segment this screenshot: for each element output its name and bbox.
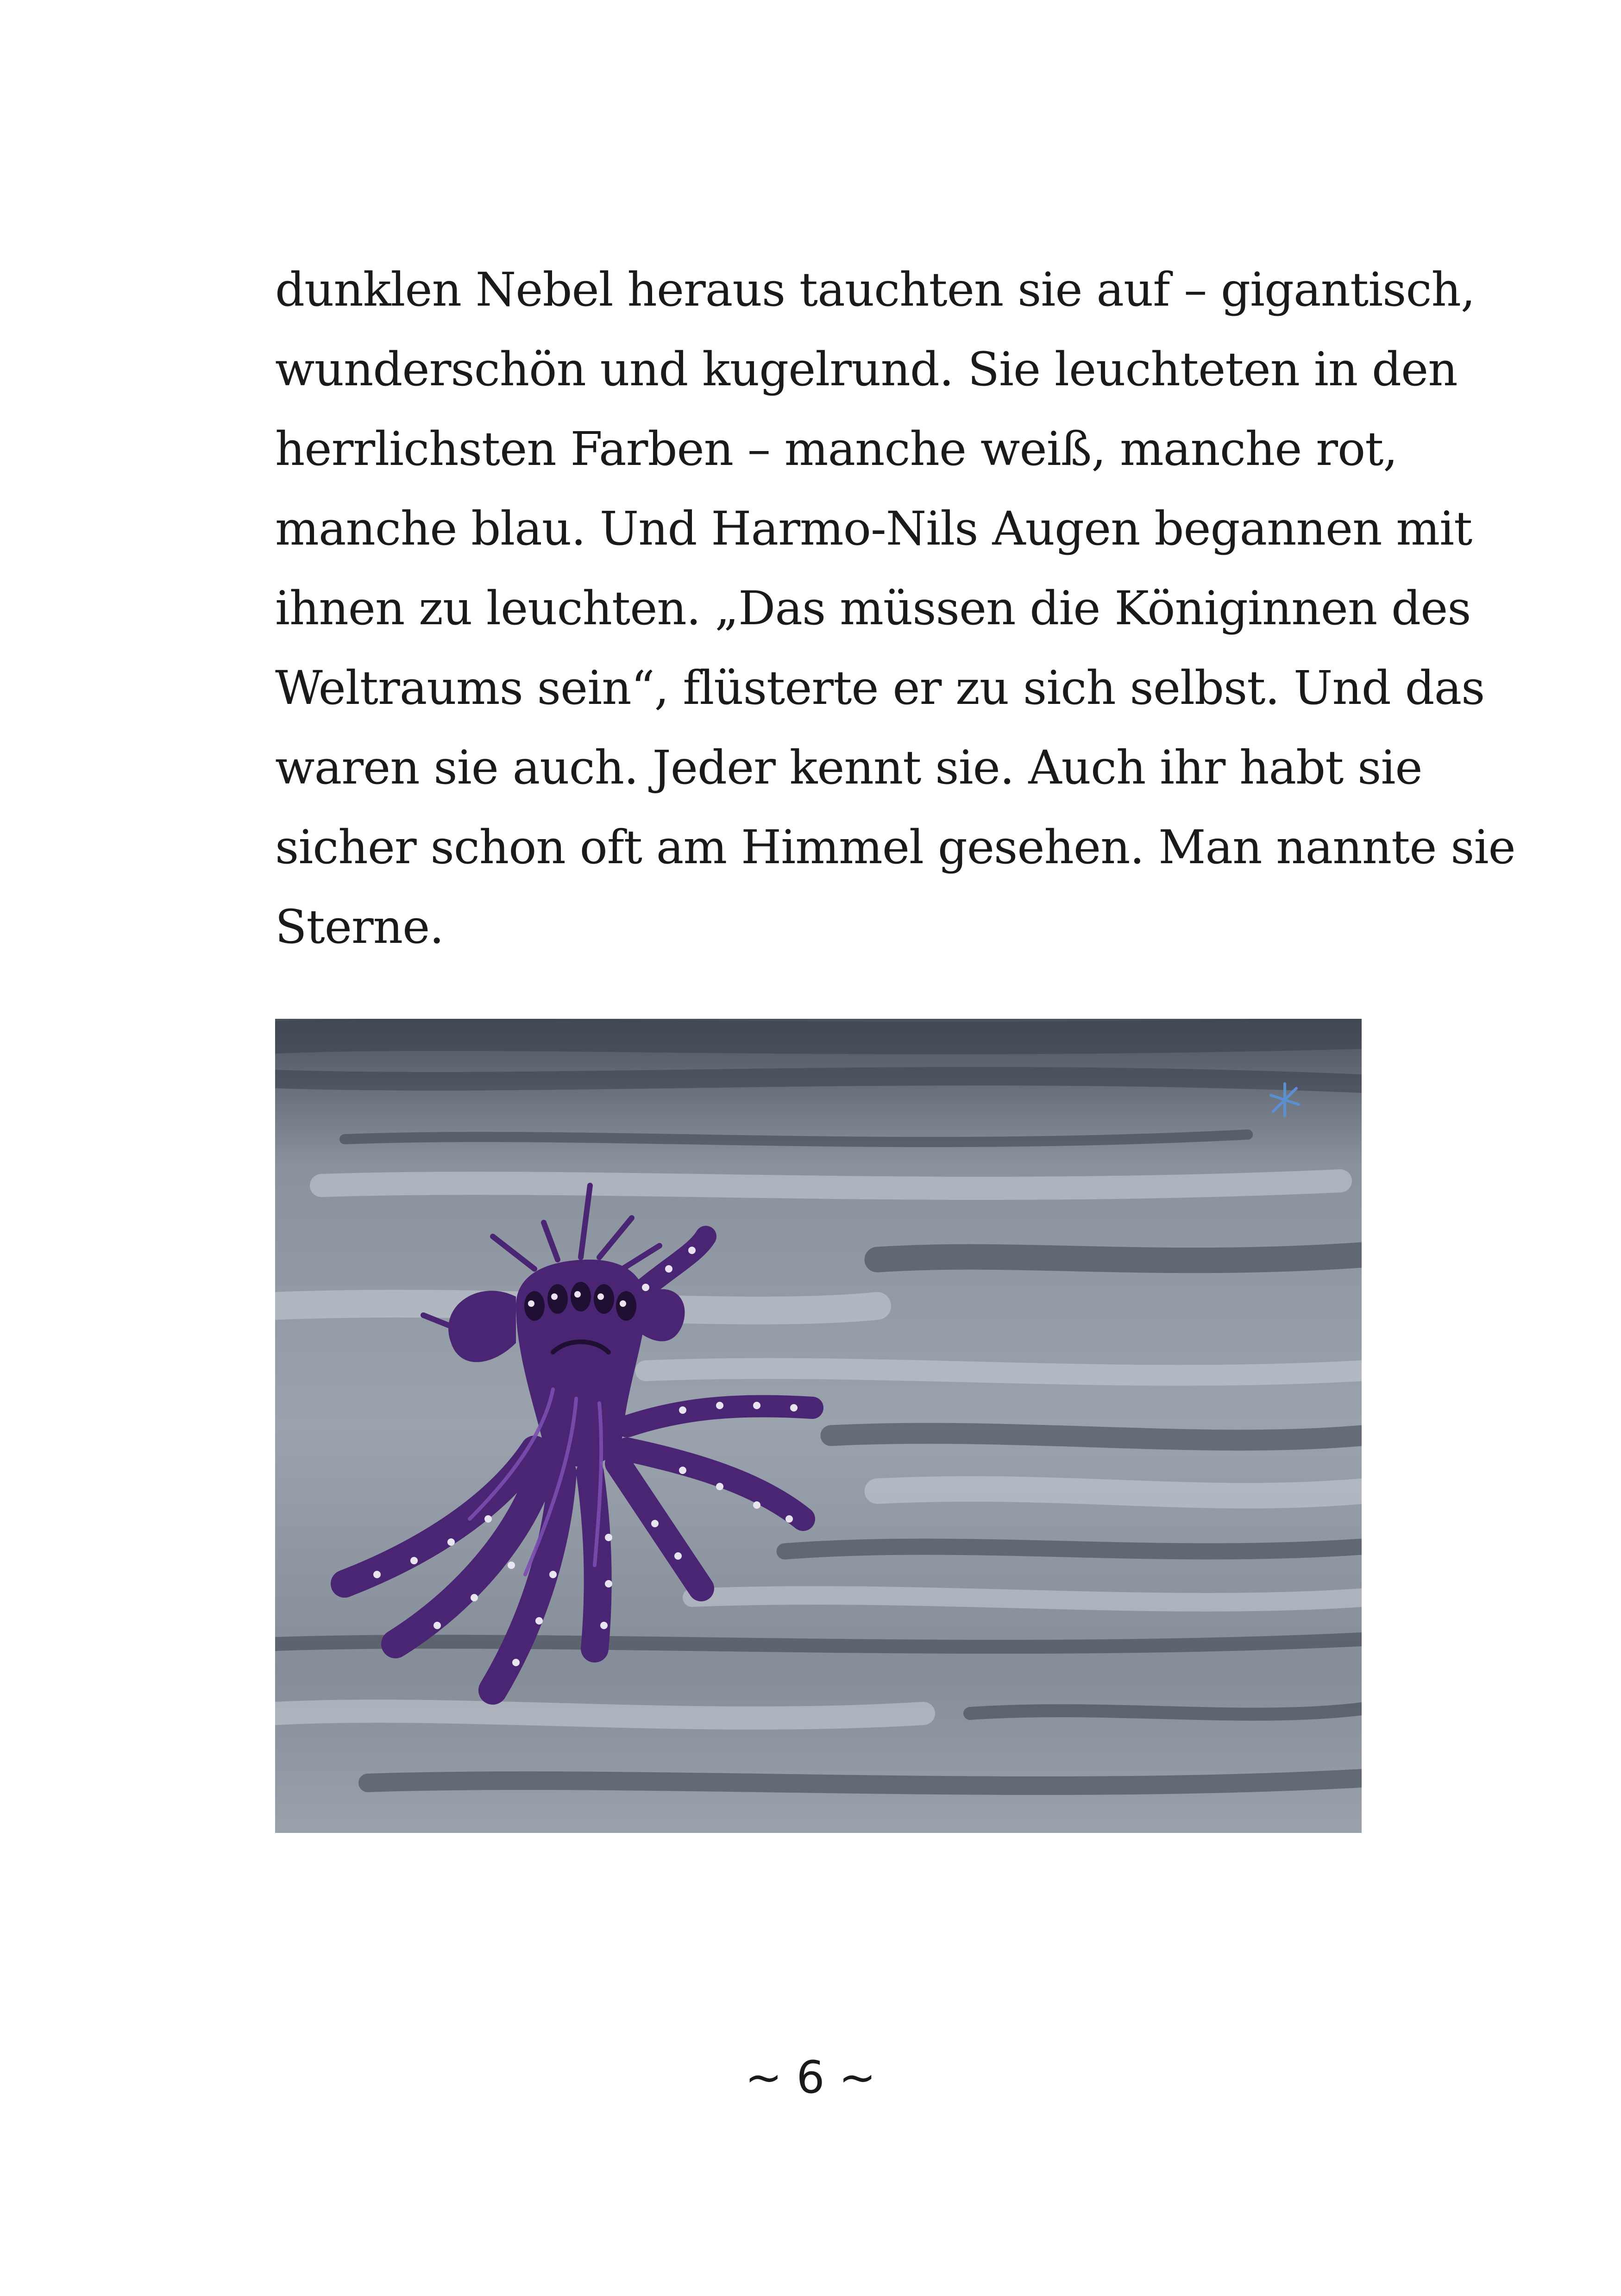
text-line: Weltraums sein“, flüsterte er zu sich selbst. Und das — [275, 661, 1485, 715]
text-line: dunklen Nebel heraus tauchten sie auf – gigantisch, — [275, 263, 1475, 317]
octopus-alien-illustration — [275, 1019, 1362, 1833]
page-number: ~ 6 ~ — [745, 2051, 876, 2103]
text-line: herrlichsten Farben – manche weiß, manche rot, — [275, 422, 1398, 476]
text-line: sicher schon oft am Himmel gesehen. Man nannte sie — [275, 820, 1515, 874]
text-line: manche blau. Und Harmo-Nils Augen begannen mit — [275, 502, 1472, 556]
text-line: ihnen zu leuchten. „Das müssen die Königinnen des — [275, 581, 1471, 635]
text-line: waren sie auch. Jeder kennt sie. Auch ihr habt sie — [275, 740, 1422, 795]
text-line: wunderschön und kugelrund. Sie leuchteten in den — [275, 342, 1458, 396]
body-text — [275, 250, 1515, 967]
text-line: Sterne. — [275, 900, 444, 954]
